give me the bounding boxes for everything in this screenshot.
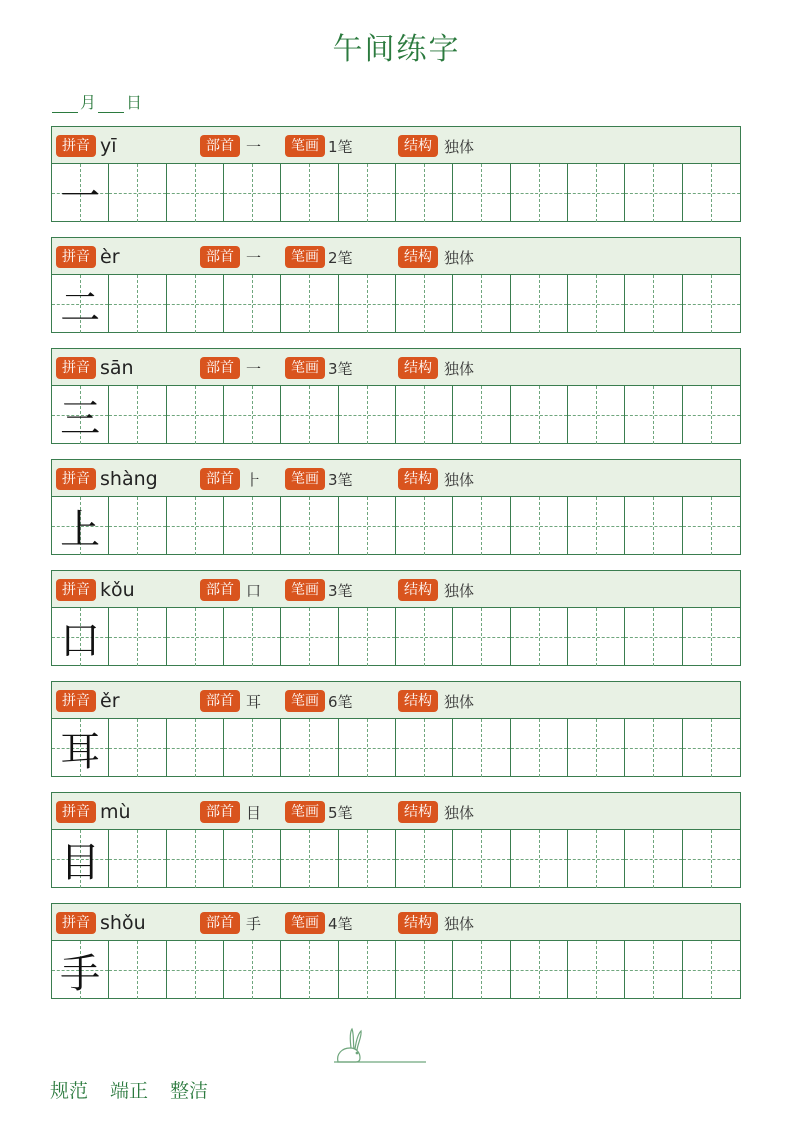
pinyin-tag: 拼音 [56, 246, 96, 268]
practice-cell[interactable] [453, 275, 510, 333]
pinyin-tag: 拼音 [56, 912, 96, 934]
practice-cell[interactable] [339, 941, 396, 999]
practice-cell[interactable] [281, 608, 338, 666]
radical-value: 一 [246, 137, 262, 156]
character-info-bar [52, 904, 740, 941]
practice-cell[interactable] [568, 386, 625, 444]
practice-cell[interactable] [224, 275, 281, 333]
practice-cell[interactable] [683, 830, 740, 888]
practice-cell[interactable] [511, 608, 568, 666]
practice-cell[interactable] [396, 941, 453, 999]
structure-value: 独体 [444, 248, 475, 267]
strokes-tag: 笔画 [285, 579, 325, 601]
strokes-value: 1笔 [328, 137, 353, 156]
practice-cell[interactable] [511, 719, 568, 777]
practice-cell[interactable] [109, 941, 166, 999]
pinyin-tag: 拼音 [56, 801, 96, 823]
strokes-value: 3笔 [328, 359, 353, 378]
character-info-bar [52, 571, 740, 608]
month-blank[interactable] [52, 98, 78, 113]
model-character-cell [52, 386, 109, 444]
radical-value: 一 [246, 248, 262, 267]
practice-cell[interactable] [281, 497, 338, 555]
model-character-cell [52, 608, 109, 666]
strokes-tag: 笔画 [285, 246, 325, 268]
footer-word: 规范 [50, 1080, 89, 1102]
practice-cell[interactable] [109, 497, 166, 555]
day-label: 日 [126, 93, 143, 112]
practice-grid [52, 941, 740, 999]
character-block [51, 681, 741, 777]
practice-cell[interactable] [453, 608, 510, 666]
practice-cell[interactable] [396, 497, 453, 555]
pinyin-tag: 拼音 [56, 690, 96, 712]
practice-cell[interactable] [167, 386, 224, 444]
structure-tag: 结构 [398, 801, 438, 823]
practice-cell[interactable] [224, 386, 281, 444]
model-character-cell [52, 164, 109, 222]
practice-cell[interactable] [396, 608, 453, 666]
structure-tag: 结构 [398, 357, 438, 379]
model-character: 一 [60, 173, 101, 220]
pinyin-value: mù [100, 801, 131, 823]
practice-cell[interactable] [281, 164, 338, 222]
practice-cell[interactable] [453, 941, 510, 999]
practice-cell[interactable] [568, 830, 625, 888]
practice-cell[interactable] [167, 275, 224, 333]
practice-cell[interactable] [339, 719, 396, 777]
pinyin-tag: 拼音 [56, 357, 96, 379]
practice-cell[interactable] [625, 497, 682, 555]
pinyin-tag: 拼音 [56, 135, 96, 157]
practice-cell[interactable] [224, 497, 281, 555]
model-character-cell [52, 275, 109, 333]
radical-value: 一 [246, 359, 262, 378]
practice-cell[interactable] [568, 164, 625, 222]
practice-cell[interactable] [511, 941, 568, 999]
model-character-cell [52, 941, 109, 999]
structure-value: 独体 [444, 803, 475, 822]
model-character: 口 [60, 617, 101, 664]
character-block [51, 570, 741, 666]
practice-cell[interactable] [167, 608, 224, 666]
practice-cell[interactable] [568, 719, 625, 777]
radical-tag: 部首 [200, 135, 240, 157]
practice-cell[interactable] [339, 497, 396, 555]
practice-grid [52, 608, 740, 666]
practice-cell[interactable] [453, 386, 510, 444]
practice-cell[interactable] [281, 719, 338, 777]
day-blank[interactable] [98, 98, 124, 113]
practice-cell[interactable] [625, 386, 682, 444]
practice-cell[interactable] [683, 164, 740, 222]
character-block [51, 903, 741, 999]
footer-slogan [50, 1076, 208, 1103]
practice-cell[interactable] [339, 608, 396, 666]
practice-cell[interactable] [453, 719, 510, 777]
practice-cell[interactable] [683, 386, 740, 444]
practice-grid [52, 497, 740, 555]
practice-cell[interactable] [453, 830, 510, 888]
character-info-bar [52, 793, 740, 830]
practice-cell[interactable] [511, 164, 568, 222]
structure-value: 独体 [444, 692, 475, 711]
radical-value: 口 [246, 581, 262, 600]
practice-grid [52, 164, 740, 222]
strokes-tag: 笔画 [285, 357, 325, 379]
practice-cell[interactable] [224, 164, 281, 222]
pinyin-tag: 拼音 [56, 468, 96, 490]
practice-cell[interactable] [109, 275, 166, 333]
radical-tag: 部首 [200, 357, 240, 379]
rabbit-icon [330, 1024, 430, 1066]
radical-value: 手 [246, 914, 262, 933]
model-character: 三 [60, 395, 101, 442]
practice-cell[interactable] [511, 830, 568, 888]
practice-cell[interactable] [453, 164, 510, 222]
practice-cell[interactable] [109, 164, 166, 222]
page-title: 午间练字 [332, 32, 461, 67]
strokes-tag: 笔画 [285, 468, 325, 490]
practice-cell[interactable] [683, 608, 740, 666]
practice-cell[interactable] [511, 275, 568, 333]
pinyin-value: ěr [100, 690, 120, 712]
strokes-tag: 笔画 [285, 135, 325, 157]
practice-cell[interactable] [568, 275, 625, 333]
practice-cell[interactable] [568, 608, 625, 666]
strokes-tag: 笔画 [285, 690, 325, 712]
practice-cell[interactable] [167, 164, 224, 222]
practice-cell[interactable] [396, 386, 453, 444]
model-character-cell [52, 830, 109, 888]
practice-cell[interactable] [109, 608, 166, 666]
practice-cell[interactable] [625, 275, 682, 333]
character-block [51, 126, 741, 222]
pinyin-value: shàng [100, 468, 158, 490]
practice-cell[interactable] [625, 719, 682, 777]
structure-value: 独体 [444, 914, 475, 933]
character-info-bar [52, 460, 740, 497]
model-character: 耳 [60, 728, 101, 775]
practice-cell[interactable] [396, 164, 453, 222]
practice-cell[interactable] [511, 386, 568, 444]
structure-value: 独体 [444, 470, 475, 489]
practice-cell[interactable] [167, 497, 224, 555]
practice-cell[interactable] [281, 941, 338, 999]
practice-cell[interactable] [511, 497, 568, 555]
character-block [51, 348, 741, 444]
practice-grid [52, 275, 740, 333]
practice-cell[interactable] [683, 275, 740, 333]
character-info-bar [52, 127, 740, 164]
practice-cell[interactable] [396, 719, 453, 777]
character-info-bar [52, 238, 740, 275]
practice-cell[interactable] [453, 497, 510, 555]
radical-tag: 部首 [200, 468, 240, 490]
character-block [51, 237, 741, 333]
practice-cell[interactable] [167, 719, 224, 777]
practice-grid [52, 386, 740, 444]
practice-cell[interactable] [281, 275, 338, 333]
structure-value: 独体 [444, 581, 475, 600]
practice-cell[interactable] [224, 719, 281, 777]
pinyin-value: kǒu [100, 579, 135, 601]
practice-cell[interactable] [625, 608, 682, 666]
practice-cell[interactable] [683, 497, 740, 555]
pinyin-value: yī [100, 135, 117, 157]
model-character-cell [52, 497, 109, 555]
practice-grid [52, 830, 740, 888]
model-character-cell [52, 719, 109, 777]
practice-cell[interactable] [683, 941, 740, 999]
radical-tag: 部首 [200, 579, 240, 601]
character-block [51, 459, 741, 555]
practice-cell[interactable] [568, 941, 625, 999]
practice-cell[interactable] [224, 830, 281, 888]
model-character: 二 [60, 284, 101, 331]
practice-cell[interactable] [281, 386, 338, 444]
practice-cell[interactable] [625, 941, 682, 999]
practice-cell[interactable] [396, 830, 453, 888]
practice-cell[interactable] [339, 164, 396, 222]
structure-tag: 结构 [398, 468, 438, 490]
model-character: 手 [60, 950, 101, 997]
pinyin-value: shǒu [100, 912, 146, 934]
practice-cell[interactable] [339, 386, 396, 444]
practice-cell[interactable] [109, 830, 166, 888]
footer-word: 整洁 [170, 1080, 209, 1102]
practice-cell[interactable] [339, 830, 396, 888]
strokes-value: 3笔 [328, 470, 353, 489]
footer-word: 端正 [110, 1080, 149, 1102]
month-label: 月 [80, 93, 97, 112]
strokes-value: 6笔 [328, 692, 353, 711]
practice-cell[interactable] [625, 164, 682, 222]
structure-tag: 结构 [398, 690, 438, 712]
practice-cell[interactable] [109, 719, 166, 777]
practice-cell[interactable] [683, 719, 740, 777]
practice-grid [52, 719, 740, 777]
radical-value: 目 [246, 803, 262, 822]
practice-cell[interactable] [281, 830, 338, 888]
structure-value: 独体 [444, 137, 475, 156]
strokes-value: 2笔 [328, 248, 353, 267]
strokes-value: 3笔 [328, 581, 353, 600]
radical-tag: 部首 [200, 912, 240, 934]
practice-cell[interactable] [625, 830, 682, 888]
model-character: 目 [60, 839, 101, 886]
practice-cell[interactable] [167, 941, 224, 999]
radical-value: ⺊ [246, 470, 262, 489]
practice-cell[interactable] [109, 386, 166, 444]
pinyin-value: èr [100, 246, 120, 268]
pinyin-tag: 拼音 [56, 579, 96, 601]
strokes-tag: 笔画 [285, 912, 325, 934]
radical-tag: 部首 [200, 801, 240, 823]
structure-value: 独体 [444, 359, 475, 378]
model-character: 上 [60, 506, 101, 553]
radical-value: 耳 [246, 692, 262, 711]
character-block [51, 792, 741, 888]
character-info-bar [52, 682, 740, 719]
structure-tag: 结构 [398, 135, 438, 157]
practice-cell[interactable] [396, 275, 453, 333]
structure-tag: 结构 [398, 912, 438, 934]
practice-cell[interactable] [568, 497, 625, 555]
structure-tag: 结构 [398, 579, 438, 601]
strokes-value: 4笔 [328, 914, 353, 933]
strokes-value: 5笔 [328, 803, 353, 822]
structure-tag: 结构 [398, 246, 438, 268]
practice-cell[interactable] [167, 830, 224, 888]
practice-cell[interactable] [339, 275, 396, 333]
strokes-tag: 笔画 [285, 801, 325, 823]
practice-cell[interactable] [224, 941, 281, 999]
character-info-bar [52, 349, 740, 386]
practice-cell[interactable] [224, 608, 281, 666]
date-line [52, 90, 142, 113]
radical-tag: 部首 [200, 690, 240, 712]
pinyin-value: sān [100, 357, 134, 379]
radical-tag: 部首 [200, 246, 240, 268]
